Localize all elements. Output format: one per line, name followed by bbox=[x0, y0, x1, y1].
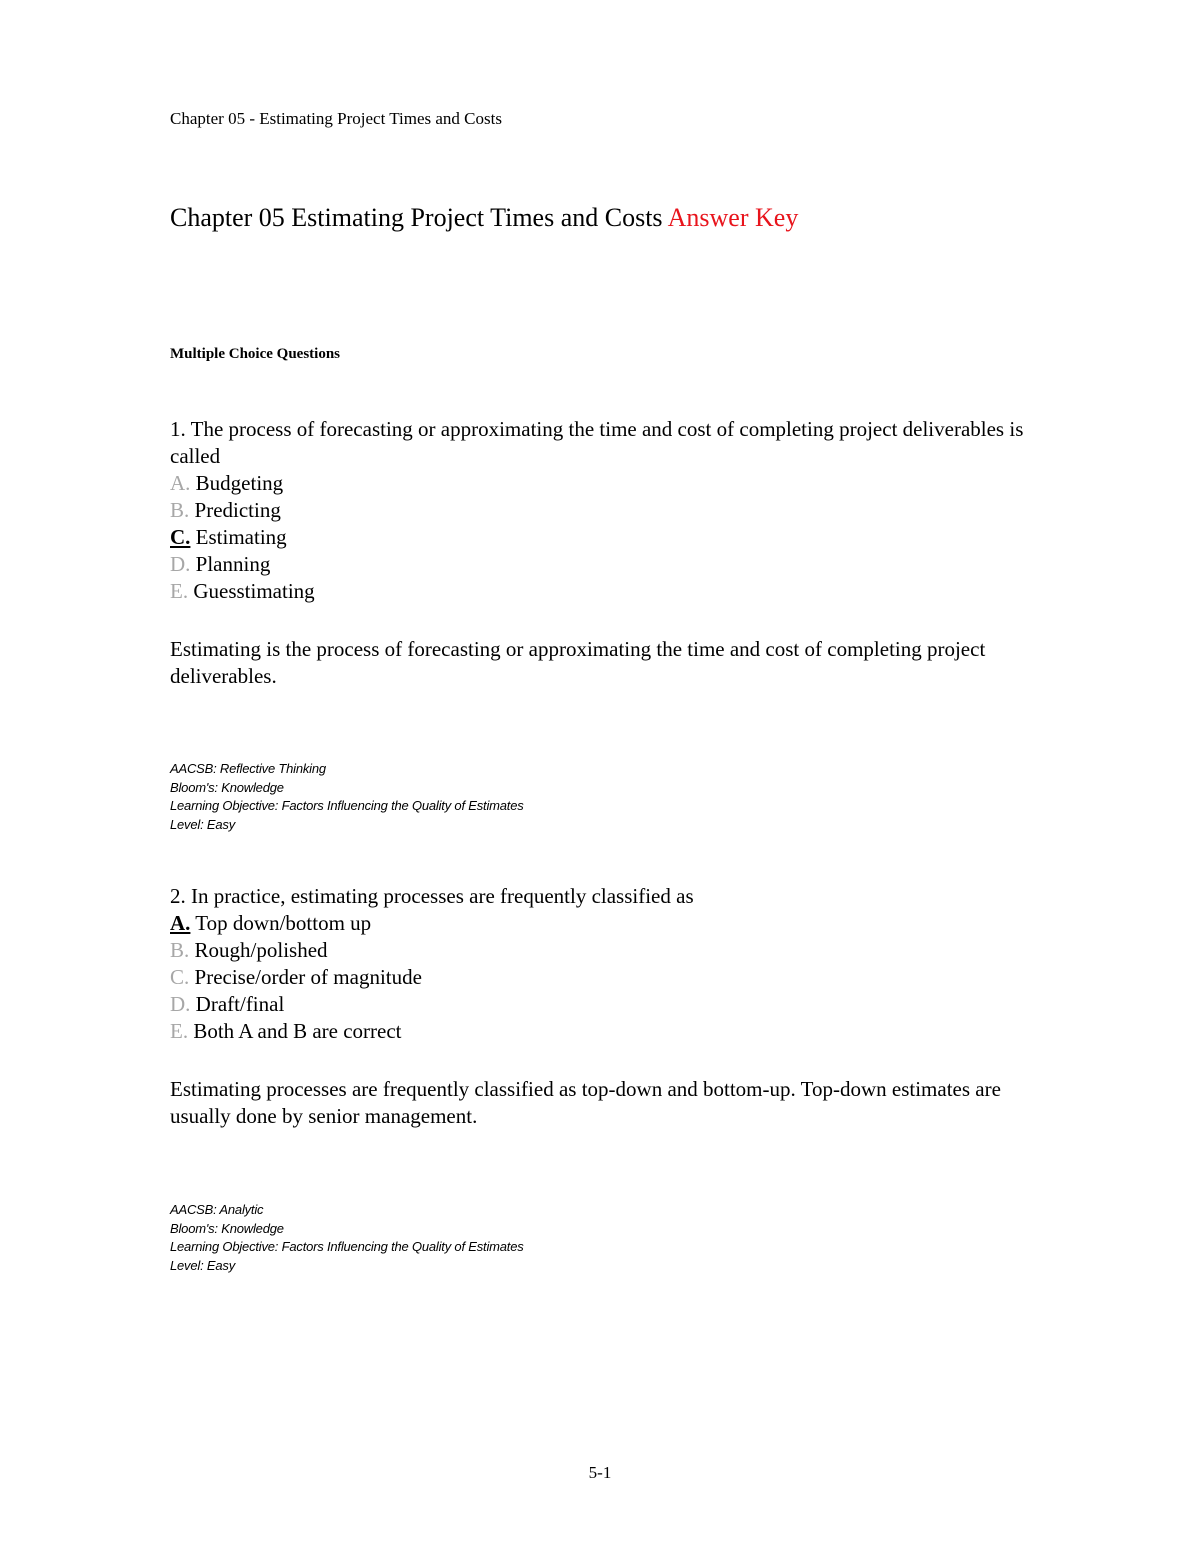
choice-letter: B. bbox=[170, 938, 190, 962]
choice-letter: A. bbox=[170, 911, 191, 935]
choice-letter: B. bbox=[170, 498, 190, 522]
choice-b bbox=[170, 937, 1050, 964]
choice-d bbox=[170, 991, 1050, 1018]
choice-e bbox=[170, 1018, 1050, 1045]
choice-c-correct bbox=[170, 524, 1050, 551]
choice-text: Draft/final bbox=[195, 992, 285, 1016]
answer-explanation: Estimating processes are frequently classified as top-down and bottom-up. Top-down estimates are usually done by senior management. bbox=[170, 1077, 1001, 1128]
choice-letter: C. bbox=[170, 965, 190, 989]
title-answer-key: Answer Key bbox=[667, 203, 799, 232]
section-heading: Multiple Choice Questions bbox=[170, 346, 341, 362]
running-header: Chapter 05 - Estimating Project Times and Costs bbox=[170, 109, 502, 128]
page-number: 5-1 bbox=[588, 1463, 612, 1482]
question-stem: 1. The process of forecasting or approximating the time and cost of completing project deliverables is called bbox=[170, 417, 1024, 468]
choice-text: Predicting bbox=[194, 498, 281, 522]
aacsb-tag: AACSB: Reflective Thinking bbox=[170, 761, 326, 776]
choice-e bbox=[170, 578, 1050, 605]
answer-explanation: Estimating is the process of forecasting or approximating the time and cost of completing project deliverables. bbox=[170, 637, 986, 688]
choice-text: Precise/order of magnitude bbox=[194, 965, 422, 989]
aacsb-tag: AACSB: Analytic bbox=[170, 1202, 264, 1217]
choice-a bbox=[170, 470, 1050, 497]
question-2 bbox=[170, 883, 1050, 1273]
choice-text: Both A and B are correct bbox=[193, 1019, 402, 1043]
learning-objective-tag: Learning Objective: Factors Influencing the Quality of Estimates bbox=[170, 798, 524, 813]
choice-d bbox=[170, 551, 1050, 578]
choice-text: Top down/bottom up bbox=[195, 911, 372, 935]
choice-text: Guesstimating bbox=[193, 579, 315, 603]
choice-letter: A. bbox=[170, 471, 191, 495]
blooms-tag: Bloom's: Knowledge bbox=[170, 779, 284, 795]
choice-list bbox=[170, 470, 1050, 605]
choice-text: Budgeting bbox=[195, 471, 284, 495]
choice-c bbox=[170, 964, 1050, 991]
level-tag: Level: Easy bbox=[170, 816, 236, 832]
choice-a-correct bbox=[170, 910, 1050, 937]
choice-text: Rough/polished bbox=[194, 938, 328, 962]
blooms-tag: Bloom's: Knowledge bbox=[170, 1220, 284, 1236]
choice-text: Estimating bbox=[195, 525, 287, 549]
choice-text: Planning bbox=[195, 552, 271, 576]
choice-list bbox=[170, 910, 1050, 1045]
choice-letter: C. bbox=[170, 525, 191, 549]
level-tag: Level: Easy bbox=[170, 1257, 236, 1273]
choice-letter: D. bbox=[170, 552, 191, 576]
question-metadata bbox=[170, 1201, 524, 1275]
document-title bbox=[170, 201, 798, 235]
learning-objective-tag: Learning Objective: Factors Influencing the Quality of Estimates bbox=[170, 1239, 524, 1254]
choice-b bbox=[170, 497, 1050, 524]
choice-letter: D. bbox=[170, 992, 191, 1016]
question-metadata bbox=[170, 760, 524, 834]
question-1 bbox=[170, 416, 1050, 832]
choice-letter: E. bbox=[170, 579, 189, 603]
title-main: Chapter 05 Estimating Project Times and Costs bbox=[170, 203, 663, 232]
question-stem: 2. In practice, estimating processes are frequently classified as bbox=[170, 884, 694, 908]
choice-letter: E. bbox=[170, 1019, 189, 1043]
